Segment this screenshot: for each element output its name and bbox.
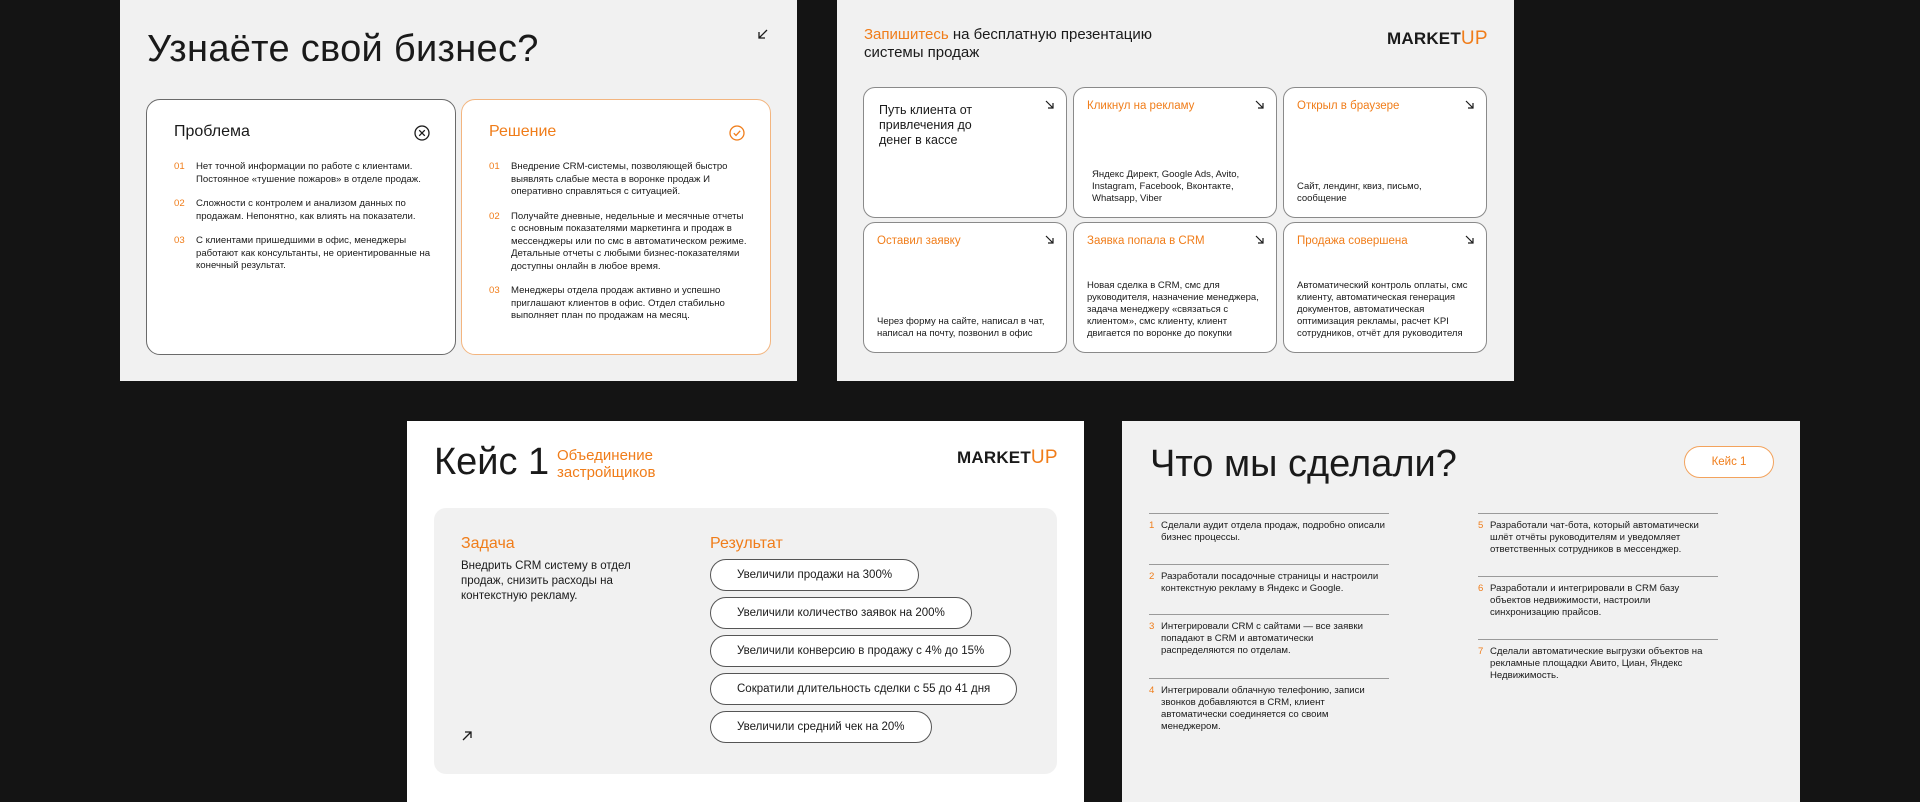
list-item	[489, 211, 750, 274]
logo-market: MARKET	[1387, 29, 1461, 48]
tile-title: Заявка попала в CRM	[1087, 235, 1205, 247]
item-number: 03	[174, 235, 185, 246]
slide-heading	[864, 26, 1164, 61]
tile-left-request	[863, 222, 1067, 353]
arrow-up-right-icon	[462, 731, 472, 741]
tile-description: Автоматический контроль оплаты, смс клиенту, автоматическая генерация документов, автоматическая оптимизация рекламы, расчет KPI сотрудников, отчёт для руководителя	[1297, 280, 1468, 339]
task-title: Задача	[461, 535, 515, 552]
step-item	[1149, 678, 1389, 738]
logo-market: MARKET	[957, 448, 1031, 467]
item-number: 01	[489, 161, 500, 172]
step-number: 5	[1478, 520, 1484, 531]
tile-description: Новая сделка в CRM, смс для руководителя, назначение менеджера, задача менеджеру «связаться с клиентом», смс клиенту, клиент двигается по воронке до покупки	[1087, 280, 1259, 339]
item-text: Получайте дневные, недельные и месячные отчеты с основным показателями маркетинга и продаж в мессенджеры или по смс в автоматическом режиме. Детальные отчеты с любыми бизнес-показателями доступны онлайн в любое время.	[511, 210, 747, 272]
problem-list	[174, 161, 435, 285]
item-text: С клиентами пришедшими в офис, менеджеры работают как консультанты, не ориентированные на конечный результат.	[196, 235, 431, 271]
arrow-down-right-icon	[1255, 235, 1264, 244]
step-item	[1478, 513, 1718, 576]
step-item	[1149, 614, 1389, 678]
arrow-down-right-icon	[1465, 100, 1474, 109]
step-text: Разработали чат-бота, который автоматически шлёт отчёты руководителям и уведомляет ответственных сотрудников в мессенджер.	[1490, 520, 1699, 555]
step-text: Разработали и интегрировали в CRM базу объектов недвижимости, настроили синхронизацию прайсов.	[1490, 583, 1680, 618]
result-pill: Увеличили средний чек на 20%	[710, 711, 932, 743]
result-pill: Увеличили количество заявок на 200%	[710, 597, 972, 629]
case-badge[interactable]: Кейс 1	[1684, 446, 1774, 478]
solution-card	[461, 99, 771, 355]
step-number: 6	[1478, 583, 1484, 594]
list-item	[489, 161, 750, 199]
marketup-logo	[957, 447, 1058, 469]
tile-sale-completed	[1283, 222, 1487, 353]
step-number: 7	[1478, 646, 1484, 657]
logo-up: UP	[1030, 447, 1058, 468]
item-number: 01	[174, 161, 185, 172]
step-text: Сделали автоматические выгрузки объектов на рекламные площадки Авито, Циан, Яндекс Недвижимость.	[1490, 646, 1703, 681]
case-title: Кейс 1	[434, 441, 550, 483]
arrow-down-right-icon	[1045, 235, 1054, 244]
item-text: Менеджеры отдела продаж активно и успешно приглашают клиентов в офис. Отдел стабильно выполняет план по продажам на месяц.	[511, 285, 725, 321]
arrow-down-right-icon	[1045, 100, 1054, 109]
list-item	[489, 285, 750, 323]
step-text: Сделали аудит отдела продаж, подробно описали бизнес процессы.	[1161, 520, 1385, 543]
tile-opened-browser	[1283, 87, 1487, 218]
marketup-logo	[1387, 28, 1488, 50]
slide-sales-system	[837, 0, 1514, 381]
result-list	[710, 559, 1017, 749]
tile-client-path	[863, 87, 1067, 218]
step-item	[1478, 576, 1718, 639]
tile-title: Открыл в браузере	[1297, 100, 1400, 112]
tile-title: Кликнул на рекламу	[1087, 100, 1195, 112]
check-circle-icon	[729, 125, 745, 141]
arrow-down-left-icon	[757, 28, 769, 40]
tile-title: Путь клиента от привлечения до денег в кассе	[879, 103, 973, 147]
problem-title: Проблема	[174, 123, 250, 140]
result-pill: Увеличили конверсию в продажу с 4% до 15%	[710, 635, 1011, 667]
heading-accent: Запишитесь	[864, 26, 949, 43]
step-text: Интегрировали облачную телефонию, записи звонков добавляются в CRM, клиент автоматически соединяется со своим менеджером.	[1161, 685, 1365, 732]
item-text: Нет точной информации по работе с клиентами. Постоянное «тушение пожаров» в отделе продаж.	[196, 161, 421, 185]
step-number: 2	[1149, 571, 1155, 582]
problem-card	[146, 99, 456, 355]
item-number: 02	[489, 210, 500, 222]
tile-description: Сайт, лендинг, квиз, письмо, сообщение	[1297, 181, 1422, 204]
arrow-down-right-icon	[1255, 100, 1264, 109]
tile-clicked-ad	[1073, 87, 1277, 218]
step-item	[1149, 564, 1389, 614]
step-number: 3	[1149, 621, 1155, 632]
item-number: 03	[489, 285, 500, 296]
step-text: Разработали посадочные страницы и настроили контекстную рекламу в Яндекс и Google.	[1161, 571, 1379, 594]
result-pill: Увеличили продажи на 300%	[710, 559, 919, 591]
list-item	[174, 198, 435, 223]
heading-rest: на бесплатную презентацию системы продаж	[864, 26, 1152, 61]
result-title: Результат	[710, 535, 783, 552]
slide-know-your-business	[120, 0, 797, 381]
tile-title: Оставил заявку	[877, 235, 961, 247]
case-subtitle: Объединение застройщиков	[557, 447, 656, 481]
step-text: Интегрировали CRM с сайтами — все заявки попадают в CRM и автоматически распределяются по отделам.	[1161, 621, 1363, 656]
case-panel	[434, 508, 1057, 774]
slide-case-1	[407, 421, 1084, 802]
item-number: 02	[174, 198, 185, 209]
step-item	[1149, 513, 1389, 564]
item-text: Сложности с контролем и анализом данных по продажам. Непонятно, как влиять на показатели.	[196, 198, 416, 222]
step-number: 1	[1149, 520, 1155, 531]
solution-list	[489, 161, 750, 335]
list-item	[174, 235, 435, 273]
tile-description: Через форму на сайте, написал в чат, написал на почту, позвонил в офис	[877, 316, 1045, 339]
step-item	[1478, 639, 1718, 699]
task-text: Внедрить CRM систему в отдел продаж, снизить расходы на контекстную рекламу.	[461, 560, 631, 602]
result-pill: Сократили длительность сделки с 55 до 41 дня	[710, 673, 1017, 705]
slide-title: Что мы сделали?	[1150, 443, 1457, 485]
step-number: 4	[1149, 685, 1155, 696]
solution-title: Решение	[489, 123, 557, 140]
tile-request-in-crm	[1073, 222, 1277, 353]
close-circle-icon	[414, 125, 430, 141]
arrow-down-right-icon	[1465, 235, 1474, 244]
item-text: Внедрение CRM-системы, позволяющей быстро выявлять слабые места в воронке продаж И оперативно справляться с ситуацией.	[511, 161, 728, 197]
steps-left	[1149, 513, 1389, 738]
list-item	[174, 161, 435, 186]
tile-description: Яндекс Директ, Google Ads, Avito, Instagram, Facebook, Вконтакте, Whatsapp, Viber	[1092, 169, 1240, 204]
tile-title: Продажа совершена	[1297, 235, 1408, 247]
logo-up: UP	[1460, 28, 1488, 49]
slide-title: Узнаёте свой бизнес?	[147, 28, 539, 70]
slide-what-we-did	[1122, 421, 1800, 802]
steps-right	[1478, 513, 1718, 699]
